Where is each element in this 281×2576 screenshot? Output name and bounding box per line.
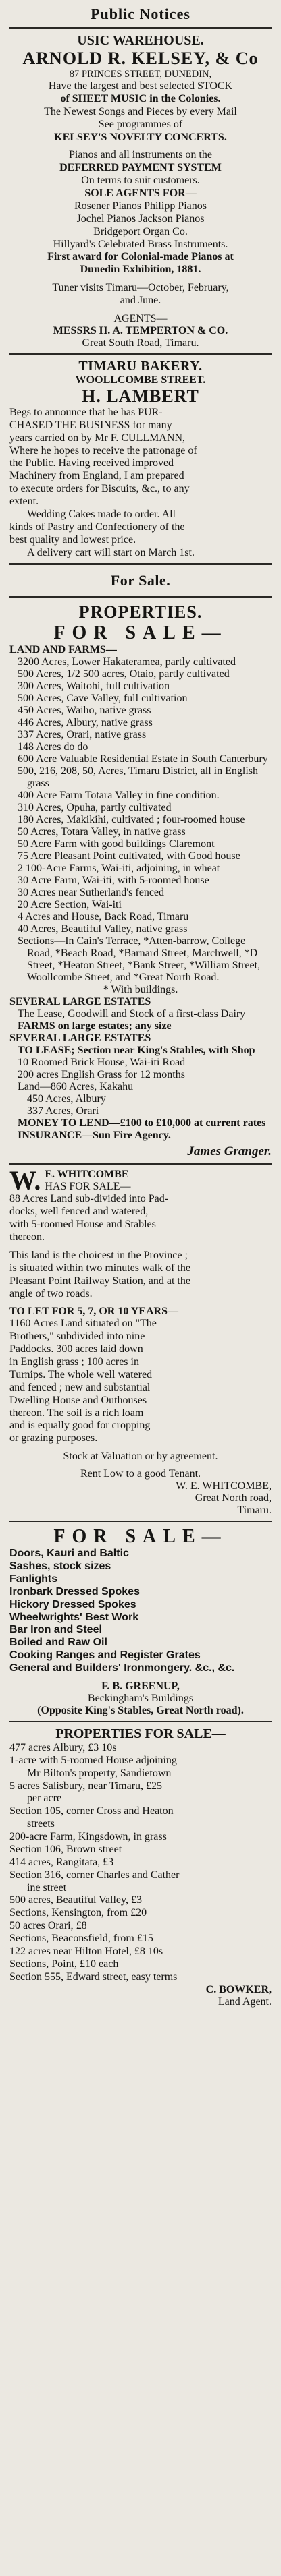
bowker-item: 5 acres Salisbury, near Timaru, £25 (9, 1780, 163, 1792)
music-firm-name: ARNOLD R. KELSEY, & Co (22, 49, 259, 68)
whitcombe-line: thereon. (9, 1231, 45, 1243)
whitcombe-line: angle of two roads. (9, 1287, 93, 1299)
greenup-item: Bar Iron and Steel (9, 1624, 102, 1636)
greenup-buildings: Beckingham's Buildings (87, 1692, 194, 1704)
whitcombe-line: 88 Acres Land sub-divided into Pad- (9, 1193, 169, 1205)
bowker-item: Section 316, corner Charles and Cather (9, 1869, 180, 1881)
bakery-line: A delivery cart will start on March 1st. (27, 546, 195, 558)
bowker-item: Sections, Point, £10 each (9, 1958, 119, 1970)
properties-heading: PROPERTIES. (78, 602, 203, 622)
music-line: Hillyard's Celebrated Brass Instruments. (53, 238, 228, 250)
greenup-ad (9, 1526, 272, 1717)
bowker-item: 122 acres near Hilton Hotel, £8 10s (9, 1945, 163, 1957)
bowker-heading: PROPERTIES FOR SALE— (55, 1726, 226, 1741)
bakery-paragraph (9, 407, 272, 560)
property-item: 4 Acres and House, Back Road, Timaru (18, 911, 189, 923)
property-item: 50 Acre Farm with good buildings Claremont (18, 838, 215, 850)
bowker-item: 50 acres Orari, £8 (9, 1920, 87, 1932)
property-item: Land—860 Acres, Kakahu (18, 1081, 134, 1093)
whitcombe-para-3 (9, 1318, 272, 1445)
divider (9, 1721, 272, 1722)
property-item: 10 Roomed Brick House, Wai-iti Road (18, 1057, 186, 1069)
music-line: DEFERRED PAYMENT SYSTEM (59, 162, 222, 174)
greenup-location: (Opposite King's Stables, Great North road). (37, 1704, 244, 1716)
property-item: SEVERAL LARGE ESTATES (9, 996, 151, 1008)
music-line: SOLE AGENTS FOR— (84, 187, 197, 199)
divider (9, 1163, 272, 1165)
properties-for-sale: FOR SALE— (53, 622, 228, 644)
bakery-line: Machinery from England, I am prepared (9, 470, 184, 482)
whitcombe-line: Dwelling House and Outhouses (9, 1394, 147, 1406)
property-item: 50 Acres, Totara Valley, in native grass (18, 826, 186, 838)
whitcombe-name: E. WHITCOMBE (45, 1169, 129, 1181)
whitcombe-line: in English grass ; 100 acres in (9, 1356, 139, 1368)
property-item: 500 Acres, 1/2 500 acres, Otaio, partly cultivated (18, 668, 230, 680)
greenup-for-sale: FOR SALE— (53, 1526, 228, 1548)
whitcombe-line: 1160 Acres Land situated on "The (9, 1318, 157, 1330)
greenup-item: Wheelwrights' Best Work (9, 1611, 139, 1623)
whitcombe-sig-name: W. E. WHITCOMBE, (176, 1480, 272, 1492)
whitcombe-line: is situated within two minutes walk of the (9, 1262, 190, 1274)
bakery-line: Where he hopes to receive the patronage of (9, 444, 197, 457)
bowker-ad (9, 1726, 272, 2008)
property-item: 30 Acres near Sutherland's fenced (18, 887, 165, 899)
music-line: KELSEY'S NOVELTY CONCERTS. (54, 131, 227, 143)
masthead-title: Public Notices (91, 5, 190, 22)
property-item: The Lease, Goodwill and Stock of a first-class Dairy (18, 1008, 246, 1020)
music-agents: MESSRS H. A. TEMPERTON & CO. (53, 324, 228, 336)
whitcombe-let-heading: TO LET FOR 5, 7, OR 10 YEARS— (9, 1306, 178, 1318)
tuner-line: Tuner visits Timaru—October, February, (52, 282, 229, 294)
bowker-item: 200-acre Farm, Kingsdown, in grass (9, 1831, 167, 1842)
bakery-line: the Public. Having received improved (9, 457, 174, 469)
property-item: 148 Acres do do (18, 741, 88, 753)
whitcombe-line: Paddocks. 300 acres laid down (9, 1343, 143, 1355)
music-line: Pianos and all instruments on the (69, 149, 212, 161)
bakery-line: years carried on by Mr F. CULLMANN, (9, 432, 185, 444)
music-address: 87 PRINCES STREET, DUNEDIN, (69, 69, 212, 80)
whitcombe-line: with 5-roomed House and Stables (9, 1219, 156, 1231)
divider (9, 563, 272, 565)
whitcombe-line: thereon. The soil is a rich loam (9, 1407, 144, 1419)
bowker-item: Mr Bilton's property, Sandietown (27, 1767, 172, 1779)
property-item: TO LEASE; Section near King's Stables, with Shop (18, 1045, 255, 1057)
bakery-line: CHASED THE BUSINESS for many (9, 419, 172, 431)
properties-list (9, 656, 272, 1142)
property-item: 500 Acres, Cave Valley, full cultivation (18, 693, 188, 705)
whitcombe-line: Pleasant Point Railway Station, and at the (9, 1275, 190, 1287)
whitcombe-line: and fenced ; new and substantial (9, 1381, 151, 1393)
music-heading: USIC WAREHOUSE. (77, 33, 204, 48)
divider (9, 27, 272, 29)
bakery-line: kinds of Pastry and Confectionery of the (9, 521, 185, 533)
music-line: Rosener Pianos Philipp Pianos (74, 200, 207, 212)
music-line: On terms to suit customers. (81, 175, 200, 187)
property-note: * With buildings. (103, 984, 178, 996)
bowker-item: 477 acres Albury, £3 10s (9, 1741, 117, 1753)
property-item: 30 Acre Farm, Wai-iti, with 5-roomed house (18, 875, 209, 887)
bowker-item: Section 105, corner Cross and Heaton (9, 1805, 174, 1817)
greenup-item: Fanlights (9, 1573, 58, 1585)
whitcombe-line: or grazing purposes. (9, 1432, 98, 1444)
property-item: 75 Acre Pleasant Point cultivated, with Good house (18, 850, 240, 862)
property-item: 450 Acres, Waiho, native grass (18, 705, 151, 717)
divider (9, 353, 272, 355)
bakery-line: Wedding Cakes made to order. All (27, 508, 176, 520)
property-item: 337 Acres, Orari (27, 1105, 99, 1117)
bowker-name: C. BOWKER, (205, 1983, 272, 1995)
property-item: SEVERAL LARGE ESTATES (9, 1032, 151, 1045)
property-item: 600 Acre Valuable Residential Estate in South Canterbury (18, 753, 268, 765)
whitcombe-para-2 (9, 1250, 272, 1301)
whitcombe-ad (9, 1165, 272, 1517)
music-agents-address: Great South Road, Timaru. (82, 336, 199, 349)
music-line: Dunedin Exhibition, 1881. (80, 264, 201, 276)
property-item: 3200 Acres, Lower Hakateramea, partly cultivated (18, 656, 236, 668)
properties-subhead: LAND AND FARMS— (9, 644, 117, 656)
divider (9, 1521, 272, 1522)
music-line: First award for Colonial-made Pianos at (47, 251, 234, 263)
whitcombe-stock: Stock at Valuation or by agreement. (63, 1451, 218, 1463)
property-item: MONEY TO LEND—£100 to £10,000 at current rates (18, 1117, 266, 1130)
greenup-item: General and Builders' Ironmongery. &c., &c. (9, 1662, 235, 1674)
whitcombe-line: Turnips. The whole well watered (9, 1368, 153, 1380)
property-item: 500, 216, 208, 50, Acres, Timaru District, all in English grass (18, 765, 258, 790)
property-item: 40 Acres, Beautiful Valley, native grass (18, 923, 188, 935)
greenup-item: Doors, Kauri and Baltic (9, 1548, 129, 1560)
properties-signature: James Granger. (187, 1144, 272, 1159)
greenup-item: Ironbark Dressed Spokes (9, 1585, 140, 1598)
property-item: 180 Acres, Makikihi, cultivated ; four-roomed house (18, 814, 245, 826)
property-item: 310 Acres, Opuha, partly cultivated (18, 802, 172, 814)
music-line: See programmes of (98, 118, 183, 130)
timaru-bakery-ad (9, 359, 272, 560)
bakery-line: extent. (9, 496, 39, 507)
music-lines (9, 80, 272, 144)
bakery-proprietor: H. LAMBERT (82, 386, 199, 406)
greenup-item: Boiled and Raw Oil (9, 1637, 107, 1649)
music-lines-2 (9, 149, 272, 276)
bowker-item: per acre (27, 1792, 62, 1805)
bowker-item: Sections, Kensington, from £20 (9, 1907, 147, 1919)
music-line: Bridgeport Organ Co. (93, 225, 188, 237)
property-item: FARMS on large estates; any size (18, 1020, 172, 1032)
bowker-item: streets (27, 1818, 55, 1830)
greenup-item: Sashes, stock sizes (9, 1560, 111, 1572)
bowker-title: Land Agent. (218, 1995, 272, 2008)
properties-ad (9, 602, 272, 1159)
music-line: Jochel Pianos Jackson Pianos (76, 212, 205, 225)
bakery-line: Begs to announce that he has PUR- (9, 406, 163, 418)
bowker-item: 500 acres, Beautiful Valley, £3 (9, 1894, 142, 1906)
property-item: 337 Acres, Orari, native grass (18, 729, 147, 741)
music-warehouse-ad (9, 33, 272, 349)
music-line: of SHEET MUSIC in the Colonies. (60, 92, 221, 105)
greenup-item: Cooking Ranges and Register Grates (9, 1649, 201, 1662)
whitcombe-para-1 (9, 1193, 272, 1244)
whitcombe-sig-town: Timaru. (237, 1504, 272, 1517)
property-item: Sections—In Cain's Terrace, *Atten-barrow, College Road, *Beach Road, *Barnard Street, Marchwell, *D Street, *Heaton Street, *Bank Street, *William Street, Woollcombe Street, and *Great North Road. (18, 935, 261, 984)
whitcombe-line: Brothers," subdivided into nine (9, 1330, 145, 1343)
bakery-heading: TIMARU BAKERY. (78, 358, 203, 374)
divider (9, 596, 272, 598)
bowker-item: ine street (27, 1881, 67, 1894)
property-item: 450 Acres, Albury (27, 1093, 106, 1105)
bowker-list (9, 1742, 272, 1984)
bakery-line: best quality and lowest price. (9, 533, 136, 546)
whitcombe-line: This land is the choicest in the Province ; (9, 1249, 188, 1261)
bowker-item: Section 106, Brown street (9, 1843, 122, 1855)
tuner-line: and June. (120, 295, 161, 306)
whitcombe-sig-address: Great North road, (195, 1492, 272, 1504)
whitcombe-line: and is equally good for cropping (9, 1419, 151, 1432)
bakery-line: to execute orders for Biscuits, &c., to any (9, 483, 190, 495)
whitcombe-drop-initial: W. (9, 1165, 41, 1196)
music-tuner (9, 282, 272, 308)
property-item: INSURANCE—Sun Fire Agency. (18, 1130, 171, 1142)
music-line: The Newest Songs and Pieces by every Mail (44, 105, 237, 117)
property-item: 400 Acre Farm Totara Valley in fine condition. (18, 790, 220, 802)
for-sale-section-title: For Sale. (110, 572, 171, 589)
property-item: 300 Acres, Waitohi, full cultivation (18, 680, 170, 693)
property-item: 446 Acres, Albury, native grass (18, 717, 153, 729)
whitcombe-has-for-sale: HAS FOR SALE— (45, 1181, 131, 1193)
bowker-item: Sections, Beaconsfield, from £15 (9, 1933, 153, 1944)
whitcombe-line: docks, well fenced and watered, (9, 1206, 149, 1218)
bakery-street: WOOLLCOMBE STREET. (75, 374, 206, 386)
property-item: 20 Acre Section, Wai-iti (18, 899, 122, 911)
bowker-item: 414 acres, Rangitata, £3 (9, 1856, 114, 1868)
property-item: 2 100-Acre Farms, Wai-iti, adjoining, in wheat (18, 862, 220, 875)
greenup-name: F. B. GREENUP, (101, 1680, 180, 1692)
bowker-item: 1-acre with 5-roomed House adjoining (9, 1754, 177, 1766)
music-agents-label: AGENTS— (113, 312, 168, 324)
property-item: 200 acres English Grass for 12 months (18, 1069, 185, 1081)
whitcombe-rent: Rent Low to a good Tenant. (80, 1468, 201, 1480)
greenup-list (9, 1548, 272, 1675)
music-line: Have the largest and best selected STOCK (48, 80, 233, 92)
bowker-item: Section 555, Edward street, easy terms (9, 1970, 178, 1983)
greenup-item: Hickory Dressed Spokes (9, 1598, 136, 1610)
